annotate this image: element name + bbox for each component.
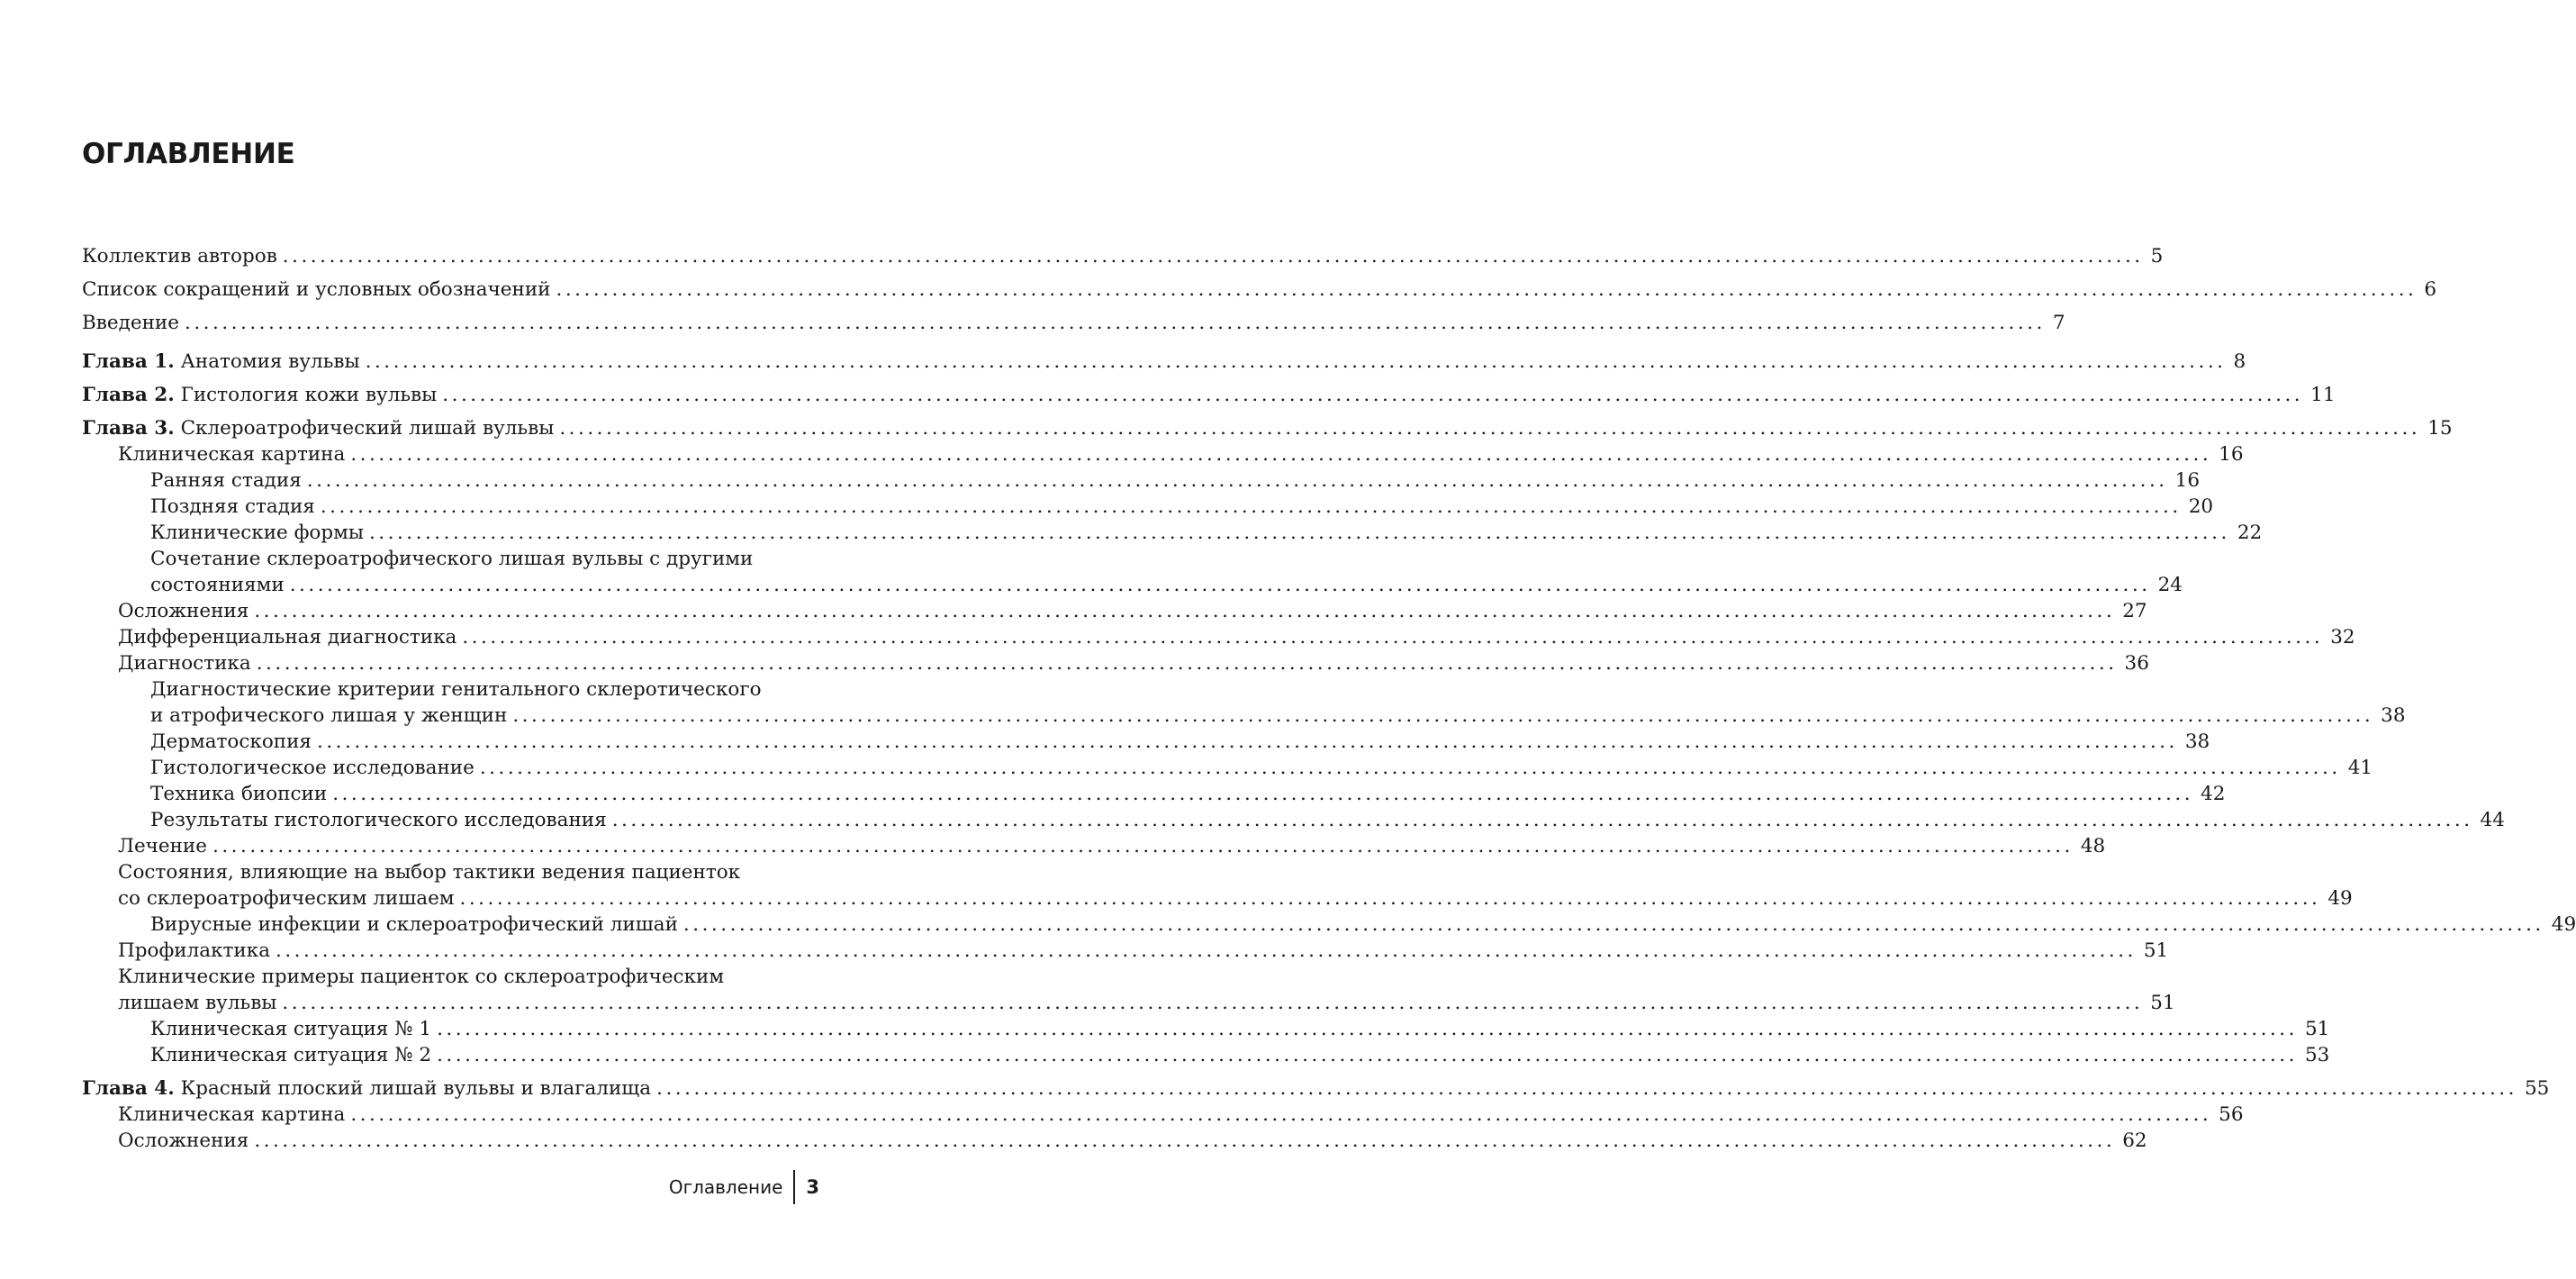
toc-entry-page: 24 — [2153, 572, 2183, 598]
toc-entry-page: 20 — [2183, 494, 2213, 520]
toc-entry-page: 42 — [2195, 781, 2225, 807]
toc-entry-page: 51 — [2138, 938, 2168, 964]
toc-entry[interactable] — [82, 650, 2149, 676]
toc-entry-first-line[interactable] — [82, 546, 819, 572]
toc-chapter-entry[interactable] — [82, 382, 2336, 408]
chapter-prefix: Глава 2. — [82, 384, 175, 406]
toc-entry-first-line[interactable] — [82, 964, 819, 990]
toc-entry-label: Список сокращений и условных обозначений — [82, 277, 555, 303]
toc-entry-page: 15 — [2422, 415, 2452, 441]
toc-entry-label: со склероатрофическим лишаем — [118, 885, 458, 912]
toc-entry-label: Клиническая ситуация № 1 — [150, 1016, 435, 1042]
toc-entry-label: Диагностика — [118, 650, 255, 676]
dot-leader: ........................................................................................................................................................................................................ — [462, 626, 2324, 649]
toc-entry-label: Осложнения — [118, 1128, 252, 1154]
footer-divider — [793, 1170, 795, 1204]
toc-entry-label: Клиническая картина — [118, 441, 348, 467]
dot-leader: ........................................................................................................................................................................................................ — [611, 809, 2473, 831]
page-footer — [669, 1169, 819, 1205]
toc-entry-label: Клиническая картина — [118, 1102, 348, 1128]
toc-entry-first-line[interactable] — [82, 859, 819, 885]
toc-entry[interactable] — [82, 912, 2576, 938]
dot-leader: ........................................................................................................................................................................................................ — [437, 1044, 2298, 1066]
toc-entry-page: 49 — [2546, 912, 2576, 938]
toc-entry[interactable] — [82, 243, 2164, 269]
dot-leader: ........................................................................................................................................................................................................ — [656, 1077, 2517, 1100]
dot-leader: ........................................................................................................................................................................................................ — [442, 384, 2304, 406]
chapter-prefix: Глава 4. — [82, 1077, 175, 1100]
chapter-title: Склероатрофический лишай вульвы — [180, 417, 555, 440]
toc-entry[interactable] — [82, 520, 2263, 546]
chapter-title: Красный плоский лишай вульвы и влагалища — [180, 1077, 652, 1100]
toc-entry-label: Сочетание склероатрофического лишая вульвы с другими — [150, 546, 756, 572]
toc-entry[interactable] — [82, 755, 2373, 781]
toc-entry[interactable] — [82, 467, 2201, 494]
dot-leader: ........................................................................................................................................................................................................ — [556, 278, 2418, 301]
toc-entry-label: Состояния, влияющие на выбор тактики ведения пациенток — [118, 859, 744, 885]
toc-entry-page: 51 — [2145, 990, 2174, 1016]
toc-chapter-entry[interactable] — [82, 1075, 2550, 1102]
toc-entry[interactable] — [82, 1128, 2147, 1154]
chapter-title: Гистология кожи вульвы — [180, 384, 438, 406]
toc-entry-page: 27 — [2117, 598, 2147, 624]
dot-leader: ........................................................................................................................................................................................................ — [350, 1103, 2212, 1126]
toc-entry[interactable] — [82, 624, 2355, 650]
toc-entry[interactable] — [82, 885, 2353, 912]
toc-entry-page: 48 — [2075, 833, 2105, 859]
dot-leader: ........................................................................................................................................................................................................ — [559, 417, 2421, 440]
toc-entry[interactable] — [82, 990, 2175, 1016]
toc-chapter-entry[interactable] — [82, 349, 2246, 375]
toc-chapter-entry[interactable] — [82, 415, 2453, 441]
toc-entry-label: Поздняя стадия — [150, 494, 319, 520]
dot-leader: ........................................................................................................................................................................................................ — [437, 1018, 2298, 1040]
toc-entry-page: 36 — [2120, 650, 2149, 676]
toc-entry-page: 62 — [2117, 1128, 2147, 1154]
dot-leader: ........................................................................................................................................................................................................ — [184, 312, 2046, 334]
toc-entry-label: Клинические формы — [150, 520, 367, 546]
toc-entry-page: 16 — [2170, 467, 2200, 494]
toc-entry-label: Коллектив авторов — [82, 243, 281, 269]
toc-entry-label — [82, 382, 440, 408]
dot-leader: ........................................................................................................................................................................................................ — [320, 495, 2182, 518]
toc-entry-page: 49 — [2322, 885, 2352, 912]
dot-leader: ........................................................................................................................................................................................................ — [282, 992, 2144, 1014]
toc-entry[interactable] — [82, 1016, 2330, 1042]
toc-entry-page: 38 — [2180, 729, 2210, 755]
toc-entry-label — [82, 415, 557, 441]
dot-leader: ........................................................................................................................................................................................................ — [682, 913, 2544, 936]
dot-leader: ........................................................................................................................................................................................................ — [332, 783, 2194, 805]
toc-entry-page: 41 — [2343, 755, 2373, 781]
toc-entry-page: 8 — [2228, 349, 2246, 375]
toc-entry-label: Гистологическое исследование — [150, 755, 478, 781]
toc-entry-page: 56 — [2213, 1102, 2243, 1128]
toc-entry-label: Введение — [82, 310, 183, 336]
toc-entry-label: Диагностические критерии генитального склеротического — [150, 676, 765, 703]
toc-entry[interactable] — [82, 938, 2169, 964]
dot-leader: ........................................................................................................................................................................................................ — [282, 245, 2144, 268]
toc-entry-label: Ранняя стадия — [150, 467, 305, 494]
toc-entry-page: 55 — [2519, 1075, 2549, 1102]
table-of-contents — [82, 243, 2576, 1154]
dot-leader: ........................................................................................................................................................................................................ — [256, 652, 2118, 675]
toc-entry-page: 32 — [2325, 624, 2355, 650]
dot-leader: ........................................................................................................................................................................................................ — [306, 469, 2168, 492]
dot-leader: ........................................................................................................................................................................................................ — [350, 443, 2212, 466]
chapter-prefix: Глава 1. — [82, 350, 175, 373]
toc-entry-label: Лечение — [118, 833, 211, 859]
toc-entry-page: 51 — [2300, 1016, 2329, 1042]
toc-entry[interactable] — [82, 781, 2226, 807]
toc-entry[interactable] — [82, 833, 2106, 859]
toc-entry-label: Клинические примеры пациенток со склероатрофическим — [118, 964, 728, 990]
toc-entry-page: 16 — [2213, 441, 2243, 467]
toc-entry-page: 53 — [2300, 1042, 2329, 1068]
toc-entry-label: Дерматоскопия — [150, 729, 315, 755]
dot-leader: ........................................................................................................................................................................................................ — [365, 350, 2227, 373]
toc-entry-label: Осложнения — [118, 598, 252, 624]
dot-leader: ........................................................................................................................................................................................................ — [276, 939, 2137, 962]
toc-entry-page: 44 — [2475, 807, 2505, 833]
toc-entry[interactable] — [82, 1042, 2330, 1068]
dot-leader: ........................................................................................................................................................................................................ — [512, 704, 2374, 727]
dot-leader: ........................................................................................................................................................................................................ — [368, 522, 2230, 544]
dot-leader: ........................................................................................................................................................................................................ — [254, 600, 2116, 622]
toc-entry[interactable] — [82, 441, 2244, 467]
toc-entry-label: состояниями — [150, 572, 288, 598]
toc-entry-label — [82, 1075, 655, 1102]
chapter-title: Анатомия вульвы — [180, 350, 360, 373]
chapter-prefix: Глава 3. — [82, 417, 175, 440]
dot-leader: ........................................................................................................................................................................................................ — [459, 887, 2321, 910]
toc-entry-page: 22 — [2232, 520, 2262, 546]
toc-entry-page: 7 — [2047, 310, 2065, 336]
toc-entry[interactable] — [82, 572, 2183, 598]
toc-entry[interactable] — [82, 494, 2214, 520]
toc-entry-page: 11 — [2305, 382, 2335, 408]
toc-entry-label: Дифференциальная диагностика — [118, 624, 460, 650]
toc-entry[interactable] — [82, 807, 2505, 833]
toc-entry[interactable] — [82, 277, 2437, 303]
toc-entry-page: 38 — [2375, 703, 2405, 729]
toc-entry-label: лишаем вульвы — [118, 990, 280, 1016]
running-footer-section: Оглавление — [668, 1176, 783, 1198]
dot-leader: ........................................................................................................................................................................................................ — [317, 730, 2178, 753]
dot-leader: ........................................................................................................................................................................................................ — [212, 835, 2074, 857]
toc-entry-label: и атрофического лишая у женщин — [150, 703, 511, 729]
page-title: ОГЛАВЛЕНИЕ — [82, 138, 295, 170]
toc-entry[interactable] — [82, 598, 2147, 624]
toc-entry-label: Профилактика — [118, 938, 274, 964]
toc-entry-page: 5 — [2146, 243, 2164, 269]
toc-entry[interactable] — [82, 310, 2065, 336]
toc-entry[interactable] — [82, 729, 2210, 755]
toc-entry-label: Вирусные инфекции и склероатрофический лишай — [150, 912, 682, 938]
dot-leader: ........................................................................................................................................................................................................ — [479, 757, 2341, 779]
dot-leader: ........................................................................................................................................................................................................ — [289, 574, 2151, 596]
toc-entry-label: Клиническая ситуация № 2 — [150, 1042, 435, 1068]
toc-entry-label: Результаты гистологического исследования — [150, 807, 610, 833]
page-number: 3 — [806, 1176, 819, 1198]
toc-entry[interactable] — [82, 1102, 2244, 1128]
toc-entry-label: Техника биопсии — [150, 781, 330, 807]
toc-entry-label — [82, 349, 364, 375]
dot-leader: ........................................................................................................................................................................................................ — [254, 1129, 2116, 1152]
toc-entry[interactable] — [82, 703, 2406, 729]
toc-entry-page: 6 — [2418, 277, 2436, 303]
toc-entry-first-line[interactable] — [82, 676, 819, 703]
